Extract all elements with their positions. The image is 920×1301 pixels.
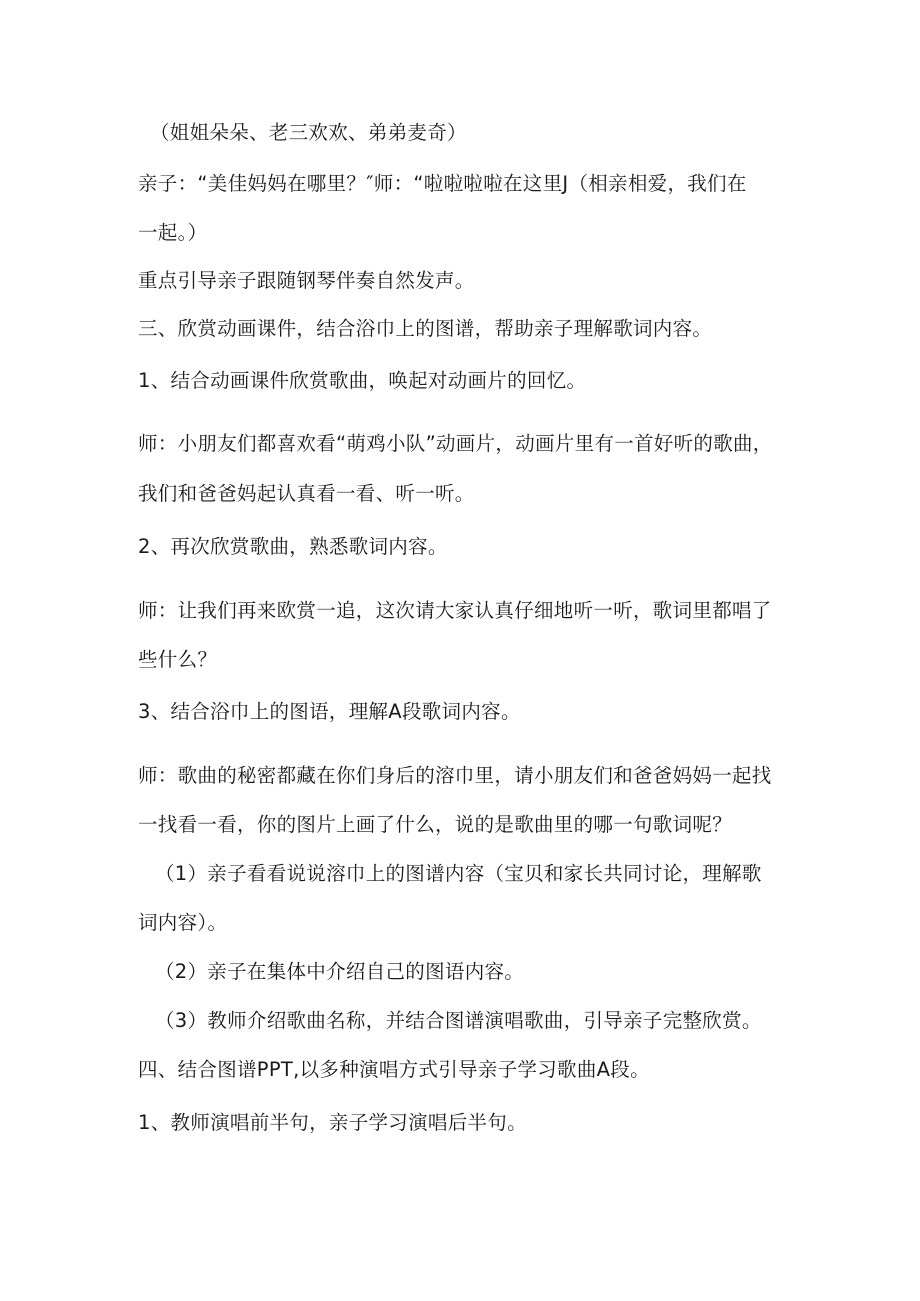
text-line: 亲子：“美佳妈妈在哪里？″师：“啦啦啦啦在这里J（相亲相爱，我们在 (138, 172, 747, 195)
text-line: 重点引导亲子跟随钢琴伴奏自然发声。 (138, 269, 475, 292)
text-line: 词内容）。 (138, 911, 228, 934)
text-line: 师：小朋友们都喜欢看“萌鸡小队”动画片，动画片里有一首好听的歌曲， (138, 432, 773, 455)
text-line: 师：歌曲的秘密都藏在你们身后的溶巾里，请小朋友们和爸爸妈妈一起找 (138, 764, 772, 787)
sub-step: （3）教师介绍歌曲名称，并结合图谱演唱歌曲，引导亲子完整欣赏。 (155, 1009, 762, 1032)
text-line: 些什么？ (138, 648, 218, 671)
text-line: 我们和爸爸妈起认真看一看、听一听。 (138, 482, 475, 505)
section-heading: 三、欣赏动画课件，结合浴巾上的图谱，帮助亲子理解歌词内容。 (138, 317, 713, 340)
sub-step: （1）亲子看看说说溶巾上的图谱内容（宝贝和家长共同讨论，理解歌 (155, 862, 762, 885)
sub-step: （2）亲子在集体中介绍自己的图语内容。 (155, 960, 525, 983)
section-heading: 四、结合图谱PPT,以多种演唱方式引导亲子学习歌曲A段。 (138, 1058, 650, 1081)
text-line: （姐姐朵朵、老三欢欢、弟弟麦奇） (150, 121, 467, 144)
step-heading: 1、教师演唱前半句，亲子学习演唱后半句。 (138, 1111, 527, 1134)
step-heading: 2、再次欣赏歌曲，熟悉歌词内容。 (138, 535, 448, 558)
text-line: 一起。） (138, 221, 208, 244)
step-heading: 1、结合动画课件欣赏歌曲，唤起对动画片的回忆。 (138, 369, 587, 392)
text-line: 师：让我们再来欧赏一追，这次请大家认真仔细地听一听，歌词里都唱了 (138, 599, 772, 622)
step-heading: 3、结合浴巾上的图语，理解A段歌词内容。 (138, 700, 521, 723)
text-line: 一找看一看，你的图片上画了什么，说的是歌曲里的哪一句歌词呢？ (138, 813, 733, 836)
